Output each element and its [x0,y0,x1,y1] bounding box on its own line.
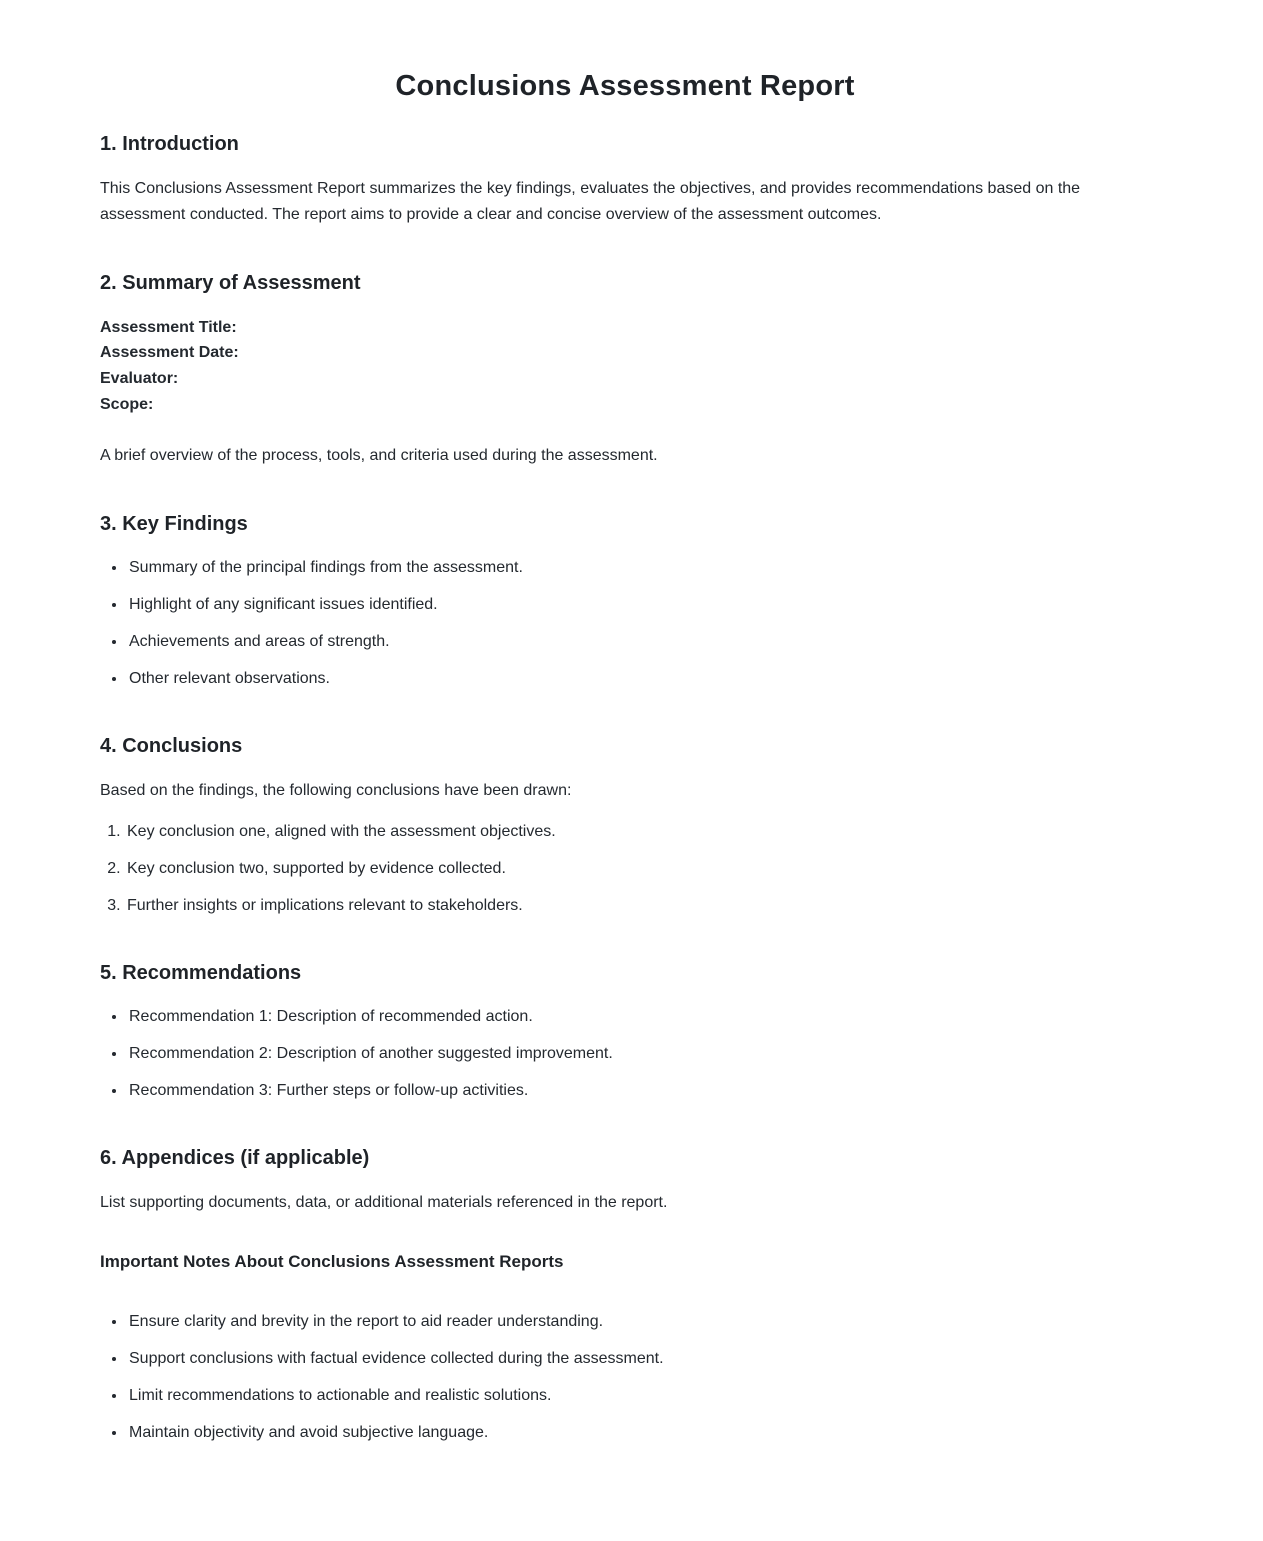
appendices-body: List supporting documents, data, or additional materials referenced in the report. [100,1194,668,1211]
conclusions-heading: 4. Conclusions [100,735,243,758]
summary-heading: 2. Summary of Assessment [100,271,361,294]
list-item: 1. Key conclusion one, aligned with the assessment objectives. [125,820,1150,844]
section-important-notes [100,1252,1150,1445]
key-findings-list [100,556,1150,691]
field-assessment-date: Assessment Date: [100,344,239,362]
list-item: • Limit recommendations to actionable and realistic solutions. [127,1384,1150,1408]
list-item: • Recommendation 3: Further steps or follow-up activities. [127,1079,1150,1103]
list-item: • Recommendation 1: Description of recommended action. [127,1005,1150,1029]
conclusions-list [100,820,1150,918]
list-item: 3. Further insights or implications relevant to stakeholders. [125,894,1150,918]
section-conclusions [100,735,1150,918]
list-item: • Ensure clarity and brevity in the report to aid reader understanding. [127,1310,1150,1334]
section-recommendations [100,962,1150,1103]
list-item: 2. Key conclusion two, supported by evidence collected. [125,857,1150,881]
introduction-body: This Conclusions Assessment Report summarizes the key findings, evaluates the objectives, and provides recommendations based on the assessment conducted. The report aims to provide a clear and concise overview of the assessment outcomes. [100,180,1081,223]
document-title: Conclusions Assessment Report [395,70,855,102]
section-summary [100,272,1150,469]
introduction-heading: 1. Introduction [100,133,239,155]
conclusions-intro: Based on the findings, the following conclusions have been drawn: [100,782,572,800]
recommendations-heading: 5. Recommendations [100,962,302,984]
field-assessment-title: Assessment Title: [100,318,237,336]
summary-note: A brief overview of the process, tools, and criteria used during the assessment. [100,447,658,465]
recommendations-list [100,1005,1150,1103]
field-evaluator: Evaluator: [100,370,179,387]
list-item: • Summary of the principal findings from the assessment. [127,556,1150,580]
section-key-findings [100,513,1150,691]
summary-fields [100,315,1150,417]
important-notes-list [100,1310,1150,1445]
important-notes-heading: Important Notes About Conclusions Assessment Reports [100,1251,564,1271]
list-item: • Support conclusions with factual evidence collected during the assessment. [127,1347,1150,1371]
list-item: • Maintain objectivity and avoid subjective language. [127,1421,1150,1445]
list-item: • Achievements and areas of strength. [127,630,1150,654]
section-appendices [100,1147,1150,1216]
list-item: • Other relevant observations. [127,667,1150,691]
list-item: • Recommendation 2: Description of another suggested improvement. [127,1042,1150,1066]
field-scope: Scope: [100,395,154,413]
key-findings-heading: 3. Key Findings [100,513,248,536]
appendices-heading: 6. Appendices (if applicable) [100,1147,370,1169]
list-item: • Highlight of any significant issues identified. [127,593,1150,617]
section-introduction [100,133,1150,228]
